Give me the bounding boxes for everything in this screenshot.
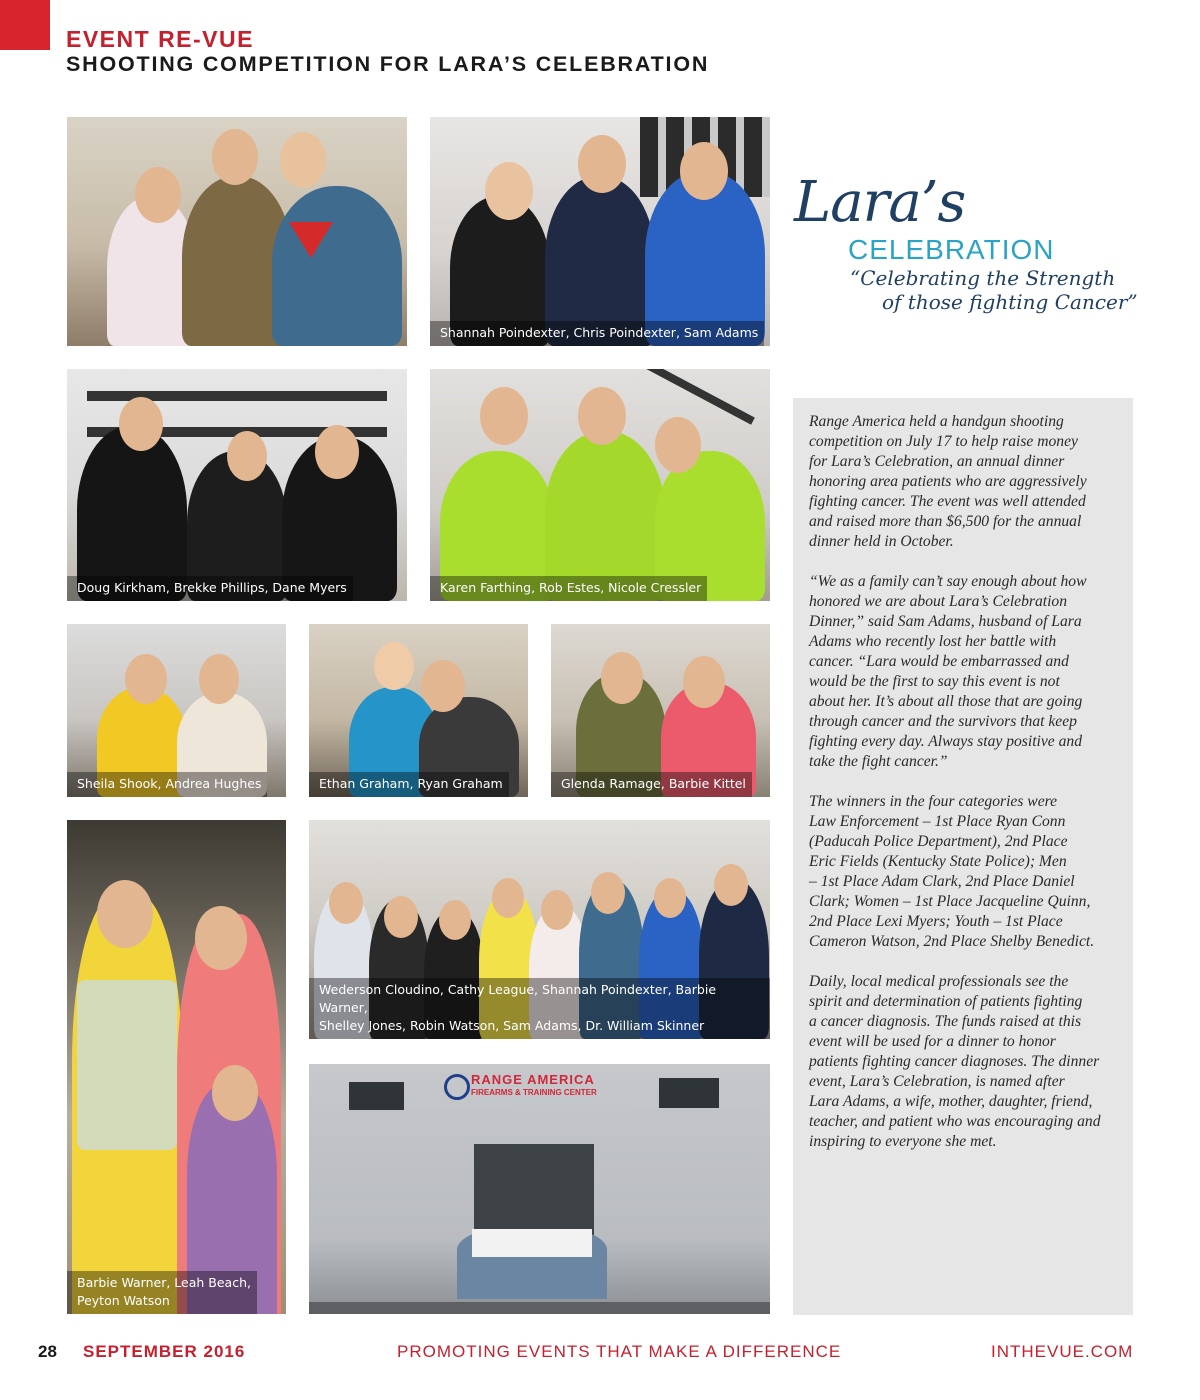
article-body: [809, 412, 1119, 1172]
caption-line: Wederson Cloudino, Cathy League, Shannah Poindexter, Barbie Warner,: [319, 982, 717, 1015]
photo-caption: Karen Farthing, Rob Estes, Nicole Cressler: [430, 576, 707, 601]
crosshair-logo-icon: [444, 1074, 470, 1100]
article-paragraph: The winners in the four categories were Law Enforcement – 1st Place Ryan Conn (Paducah Police Department), 2nd Place Eric Fields (Kentucky State Police); Men – 1st Place Adam Clark, 2nd Place Daniel Clark; Women – 1st Place Jacqueline Quinn, 2nd Place Lexi Myers; Youth – 1st Place Cameron Watson, 2nd Place Shelby Benedict.: [809, 793, 1095, 950]
page-number: 28: [38, 1342, 57, 1361]
photo-range-america-building: [309, 1064, 770, 1314]
photo-ramage-kittel: [551, 624, 770, 797]
photo-caption: Shannah Poindexter, Chris Poindexter, Sam Adams: [430, 321, 764, 346]
issue-date: SEPTEMBER 2016: [83, 1342, 246, 1361]
footer-slogan: PROMOTING EVENTS THAT MAKE A DIFFERENCE: [397, 1342, 842, 1361]
caption-line: Peyton Watson: [77, 1293, 170, 1308]
article-paragraph: Range America held a handgun shooting competition on July 17 to help raise money for Lara’s Celebration, an annual dinner honoring area patients who are aggressively fighting cancer. The event was well attended and raised more than $6,500 for the annual dinner held in October.: [809, 413, 1087, 550]
sign-line1: RANGE AMERICA: [471, 1072, 595, 1087]
logo-script-text: Lara’s: [794, 170, 966, 235]
photo-caption: Ethan Graham, Ryan Graham: [309, 772, 509, 797]
photo-caption: [309, 978, 770, 1039]
article-headline: SHOOTING COMPETITION FOR LARA’S CELEBRATION: [66, 52, 710, 76]
photo-caption: Doug Kirkham, Brekke Phillips, Dane Myers: [67, 576, 353, 601]
corner-accent-block: [0, 0, 50, 50]
footer-website: INTHEVUE.COM: [991, 1342, 1134, 1361]
photo-caption: Sheila Shook, Andrea Hughes: [67, 772, 267, 797]
caption-line: Shelley Jones, Robin Watson, Sam Adams, Dr. William Skinner: [319, 1018, 705, 1033]
section-kicker: EVENT RE-VUE: [66, 26, 254, 52]
sign-line2: FIREARMS & TRAINING CENTER: [471, 1088, 597, 1097]
article-paragraph: Daily, local medical professionals see the spirit and determination of patients fighting a cancer diagnosis. The funds raised at this event will be used for a dinner to honor patients fighting cancer diagnoses. The dinner event, Lara’s Celebration, is named after Lara Adams, a wife, mother, daughter, friend, teacher, and patient who was encouraging and inspiring to everyone she met.: [809, 973, 1101, 1150]
logo-brand-text: CELEBRATION: [848, 234, 1055, 265]
logo-tagline-line2: of those fighting Cancer”: [882, 290, 1138, 314]
photo-caption: Glenda Ramage, Barbie Kittel: [551, 772, 752, 797]
laras-celebration-logo: [790, 170, 1150, 320]
photo-graham-father-son: [309, 624, 528, 797]
photo-group-eight: [309, 820, 770, 1039]
photo-caption: [67, 1271, 257, 1314]
building-sign: [439, 1072, 629, 1104]
photo-kirkham-phillips-myers: [67, 369, 407, 601]
photo-shook-hughes: [67, 624, 286, 797]
photo-farthing-estes-cressler: [430, 369, 770, 601]
photo-poindexter-adams: [430, 117, 770, 346]
article-paragraph: “We as a family can’t say enough about how honored we are about Lara’s Celebration Dinner,” said Sam Adams, husband of Lara Adams who recently lost her battle with cancer. “Lara would be embarrassed and would be the first to say this event is not about her. It’s about all those that are going through cancer and the survivors that keep fighting every day. Always stay positive and take the fight cancer.”: [809, 573, 1087, 770]
photo-warner-beach-watson: [67, 820, 286, 1314]
caption-line: Barbie Warner, Leah Beach,: [77, 1275, 251, 1290]
logo-tagline-line1: “Celebrating the Strength: [850, 266, 1116, 290]
photo-group-three-women: [67, 117, 407, 346]
article-sidebar: [793, 398, 1133, 1315]
